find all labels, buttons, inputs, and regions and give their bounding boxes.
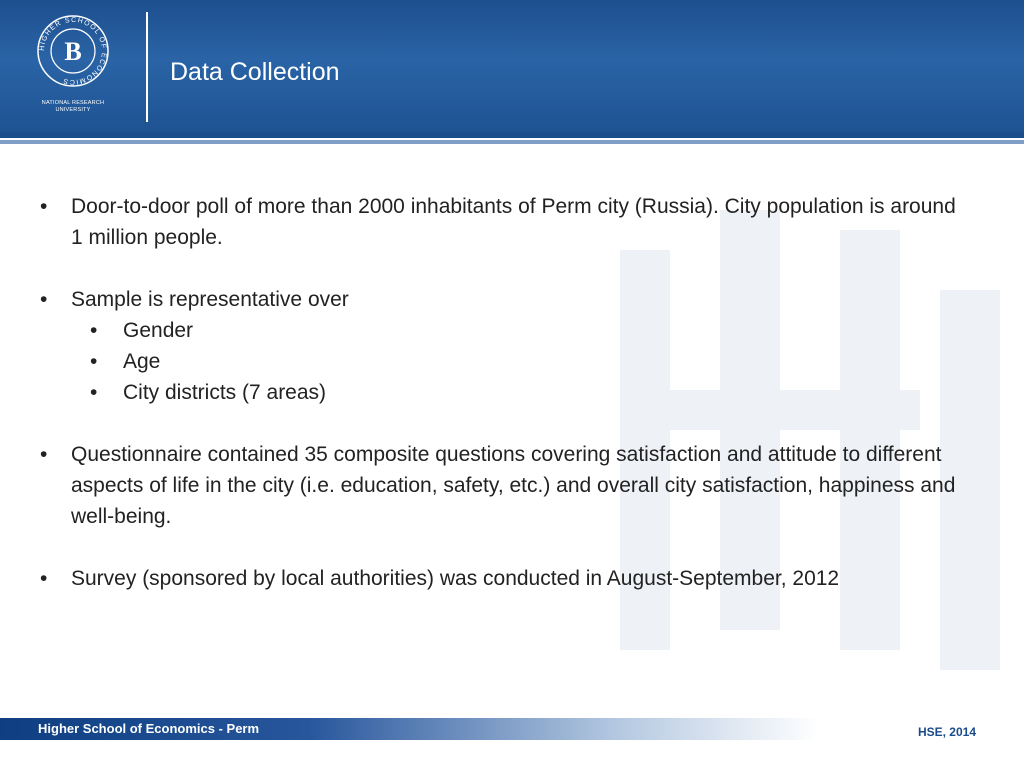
sub-bullet-text: Age bbox=[123, 350, 161, 373]
hse-logo bbox=[30, 14, 116, 120]
bullet-marker: • bbox=[40, 288, 48, 311]
bullet-item bbox=[40, 439, 960, 532]
bullet-marker: • bbox=[40, 443, 48, 466]
bullet-text: Survey (sponsored by local authorities) was conducted in August-September, 2012 bbox=[71, 567, 840, 590]
svg-text:B: B bbox=[64, 37, 82, 66]
header-divider bbox=[146, 12, 148, 122]
header-stripe bbox=[0, 132, 1024, 138]
logo-ring-text: HIGHER SCHOOL OF ECONOMICS bbox=[38, 16, 108, 86]
bullet-text: Door-to-door poll of more than 2000 inhabitants of Perm city (Russia). City population is around 1 million people. bbox=[71, 195, 956, 249]
sub-bullet-text: City districts (7 areas) bbox=[123, 381, 327, 404]
sub-bullet-item bbox=[40, 315, 960, 346]
bullet-item bbox=[40, 284, 960, 315]
logo-caption-line1: NATIONAL RESEARCH bbox=[41, 100, 105, 106]
logo-caption bbox=[30, 100, 116, 114]
slide-content bbox=[40, 191, 960, 594]
bullet-marker: • bbox=[40, 195, 48, 218]
bullet-marker: • bbox=[40, 567, 48, 590]
sub-bullet-item bbox=[40, 377, 960, 408]
sub-bullet-marker: • bbox=[90, 350, 98, 373]
footer-bar bbox=[0, 718, 1024, 740]
header-stripe-light bbox=[0, 140, 1024, 144]
logo-caption-line2: UNIVERSITY bbox=[55, 107, 91, 113]
hse-emblem-icon bbox=[36, 14, 110, 88]
sub-bullet-text: Gender bbox=[123, 319, 194, 342]
bullet-item bbox=[40, 563, 960, 594]
sub-bullet-marker: • bbox=[90, 319, 98, 342]
bullet-text: Sample is representative over bbox=[71, 288, 349, 311]
footer-copyright: HSE, 2014 bbox=[917, 725, 976, 739]
sub-bullet-item bbox=[40, 346, 960, 377]
footer-institution: Higher School of Economics - Perm bbox=[38, 721, 260, 736]
bullet-item bbox=[40, 191, 960, 253]
bullet-text: Questionnaire contained 35 composite questions covering satisfaction and attitude to different aspects of life in the city (i.e. education, safety, etc.) and overall city satisfaction, happiness and well-being. bbox=[71, 443, 956, 528]
sub-bullet-marker: • bbox=[90, 381, 98, 404]
slide-title: Data Collection bbox=[170, 58, 340, 86]
header-bar bbox=[0, 0, 1024, 132]
